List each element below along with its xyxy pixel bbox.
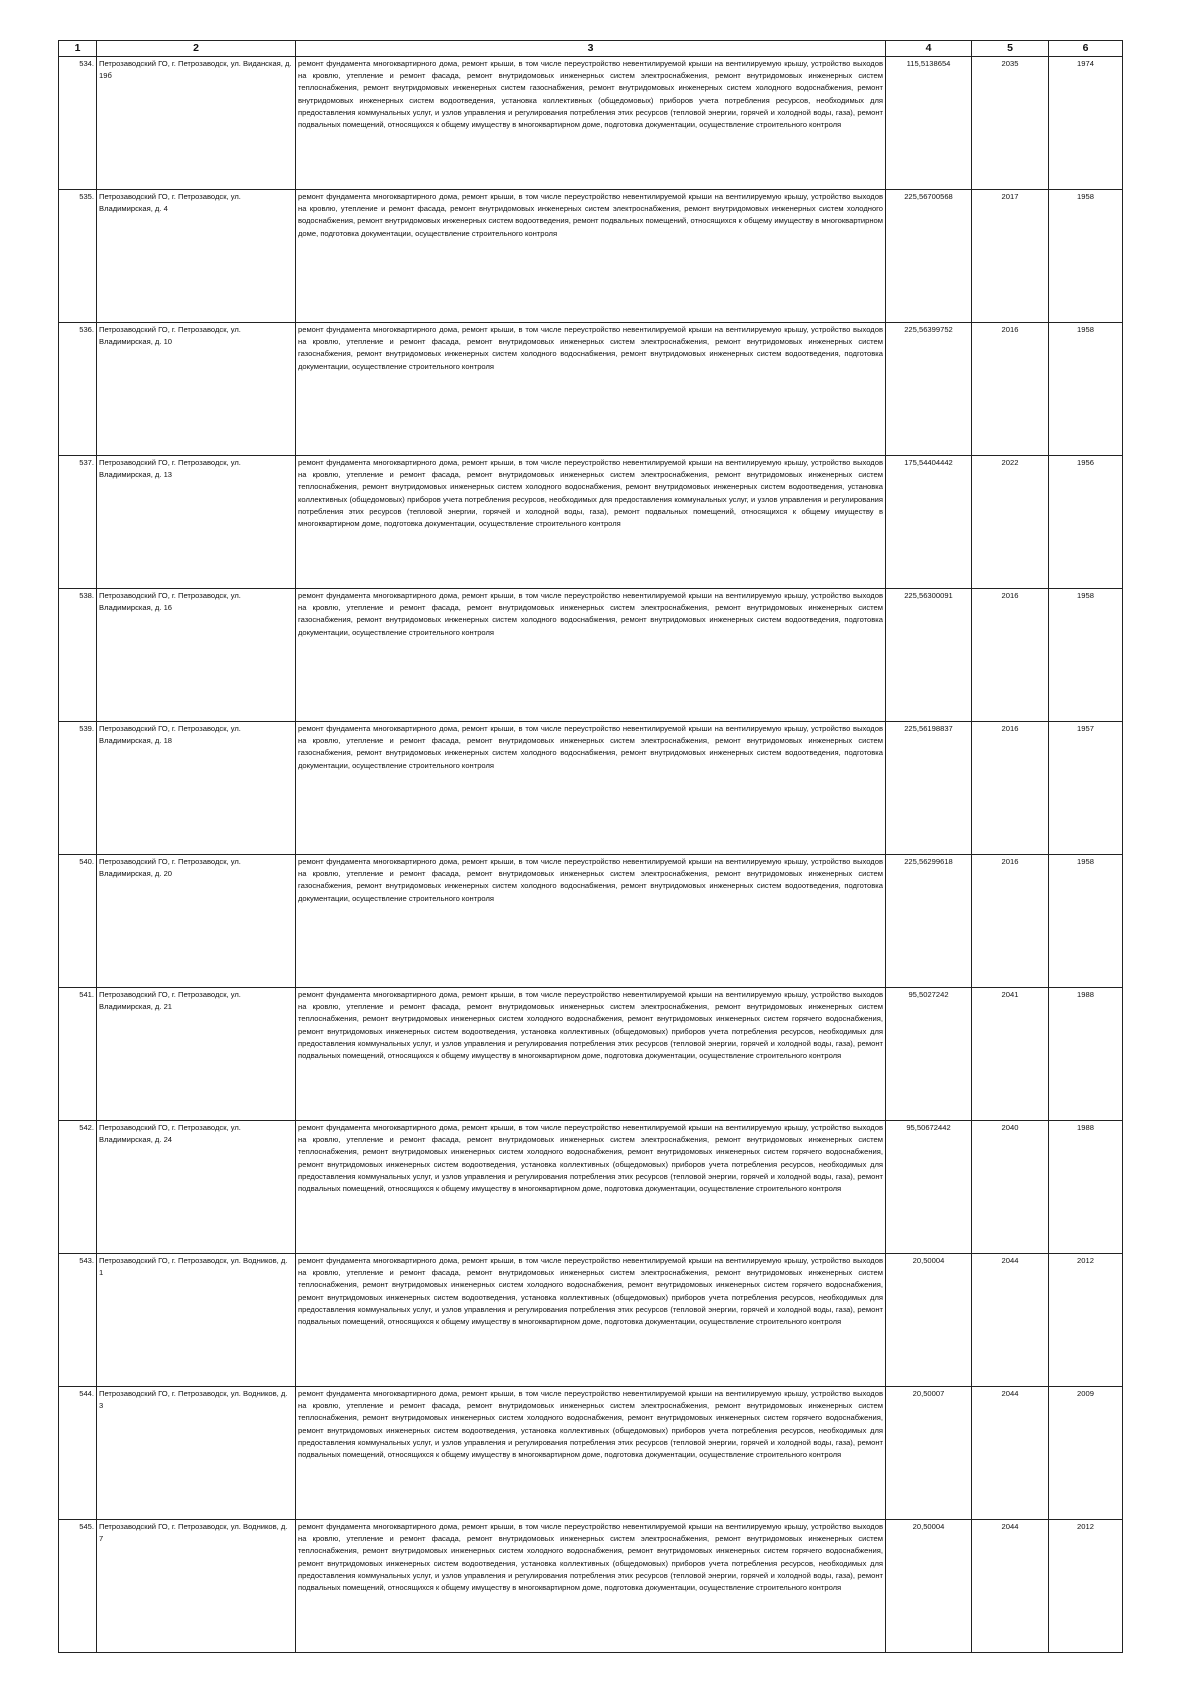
address-cell: Петрозаводский ГО, г. Петрозаводск, ул. Виданская, д. 19б <box>97 57 296 190</box>
row-number: 541. <box>59 988 97 1121</box>
planned-year-cell: 2040 <box>972 1121 1049 1254</box>
works-list-cell: ремонт фундамента многоквартирного дома, ремонт крыши, в том числе переустройство невентилируемой крыши на вентилируемую крышу, устройство выходов на кровлю, утепление и ремонт фасада, ремонт внутридомовых инженерных систем электроснабжения, ремонт внутридомовых инженерных систем газоснабжения, ремонт внутридомовых инженерных систем холодного водоснабжения, ремонт внутридомовых инженерных систем водоотведения, подготовка документации, осуществление строительного контроля <box>296 589 886 722</box>
table-row <box>59 190 1123 323</box>
header-row <box>59 41 1123 57</box>
table-row <box>59 323 1123 456</box>
build-year-cell: 1988 <box>1049 988 1123 1121</box>
column-header-4: 4 <box>886 41 972 57</box>
planned-year-cell: 2017 <box>972 190 1049 323</box>
value-cell: 95,50672442 <box>886 1121 972 1254</box>
build-year-cell: 1974 <box>1049 57 1123 190</box>
planned-year-cell: 2016 <box>972 323 1049 456</box>
planned-year-cell: 2016 <box>972 722 1049 855</box>
address-cell: Петрозаводский ГО, г. Петрозаводск, ул. Владимирская, д. 18 <box>97 722 296 855</box>
works-list-cell: ремонт фундамента многоквартирного дома, ремонт крыши, в том числе переустройство невентилируемой крыши на вентилируемую крышу, устройство выходов на кровлю, утепление и ремонт фасада, ремонт внутридомовых инженерных систем электроснабжения, ремонт внутридомовых инженерных систем теплоснабжения, ремонт внутридомовых инженерных систем газоснабжения, ремонт внутридомовых инженерных систем холодного водоснабжения, ремонт внутридомовых инженерных систем водоотведения, установка коллективных (общедомовых) приборов учета потребления ресурсов, необходимых для предоставления коммунальных услуг, и узлов управления и регулирования потребления этих ресурсов (тепловой энергии, горячей и холодной воды, газа), ремонт подвальных помещений, относящихся к общему имуществу в многоквартирном доме, подготовка документации, осуществление строительного контроля <box>296 57 886 190</box>
address-cell: Петрозаводский ГО, г. Петрозаводск, ул. Владимирская, д. 10 <box>97 323 296 456</box>
address-cell: Петрозаводский ГО, г. Петрозаводск, ул. Водников, д. 1 <box>97 1254 296 1387</box>
table-row <box>59 1121 1123 1254</box>
column-header-1: 1 <box>59 41 97 57</box>
planned-year-cell: 2044 <box>972 1254 1049 1387</box>
row-number: 536. <box>59 323 97 456</box>
build-year-cell: 2009 <box>1049 1387 1123 1520</box>
works-list-cell: ремонт фундамента многоквартирного дома, ремонт крыши, в том числе переустройство невентилируемой крыши на вентилируемую крышу, устройство выходов на кровлю, утепление и ремонт фасада, ремонт внутридомовых инженерных систем электроснабжения, ремонт внутридомовых инженерных систем теплоснабжения, ремонт внутридомовых инженерных систем холодного водоснабжения, ремонт внутридомовых инженерных систем горячего водоснабжения, ремонт внутридомовых инженерных систем водоотведения, установка коллективных (общедомовых) приборов учета потребления ресурсов, необходимых для предоставления коммунальных услуг, и узлов управления и регулирования потребления этих ресурсов (тепловой энергии, горячей и холодной воды, газа), ремонт подвальных помещений, относящихся к общему имуществу в многоквартирном доме, подготовка документации, осуществление строительного контроля <box>296 1254 886 1387</box>
value-cell: 20,50004 <box>886 1254 972 1387</box>
row-number: 534. <box>59 57 97 190</box>
planned-year-cell: 2016 <box>972 855 1049 988</box>
build-year-cell: 1957 <box>1049 722 1123 855</box>
capital-repair-table <box>58 40 1123 1653</box>
address-cell: Петрозаводский ГО, г. Петрозаводск, ул. Владимирская, д. 13 <box>97 456 296 589</box>
value-cell: 115,5138654 <box>886 57 972 190</box>
works-list-cell: ремонт фундамента многоквартирного дома, ремонт крыши, в том числе переустройство невентилируемой крыши на вентилируемую крышу, устройство выходов на кровлю, утепление и ремонт фасада, ремонт внутридомовых инженерных систем электроснабжения, ремонт внутридомовых инженерных систем теплоснабжения, ремонт внутридомовых инженерных систем холодного водоснабжения, ремонт внутридомовых инженерных систем горячего водоснабжения, ремонт внутридомовых инженерных систем водоотведения, установка коллективных (общедомовых) приборов учета потребления ресурсов, необходимых для предоставления коммунальных услуг, и узлов управления и регулирования потребления этих ресурсов (тепловой энергии, горячей и холодной воды, газа), ремонт подвальных помещений, относящихся к общему имуществу в многоквартирном доме, подготовка документации, осуществление строительного контроля <box>296 1121 886 1254</box>
address-cell: Петрозаводский ГО, г. Петрозаводск, ул. Владимирская, д. 16 <box>97 589 296 722</box>
value-cell: 225,56399752 <box>886 323 972 456</box>
value-cell: 225,56198837 <box>886 722 972 855</box>
value-cell: 20,50004 <box>886 1520 972 1653</box>
value-cell: 95,5027242 <box>886 988 972 1121</box>
planned-year-cell: 2022 <box>972 456 1049 589</box>
works-list-cell: ремонт фундамента многоквартирного дома, ремонт крыши, в том числе переустройство невентилируемой крыши на вентилируемую крышу, устройство выходов на кровлю, утепление и ремонт фасада, ремонт внутридомовых инженерных систем электроснабжения, ремонт внутридомовых инженерных систем газоснабжения, ремонт внутридомовых инженерных систем холодного водоснабжения, ремонт внутридомовых инженерных систем водоотведения, подготовка документации, осуществление строительного контроля <box>296 855 886 988</box>
row-number: 544. <box>59 1387 97 1520</box>
value-cell: 175,54404442 <box>886 456 972 589</box>
works-list-cell: ремонт фундамента многоквартирного дома, ремонт крыши, в том числе переустройство невентилируемой крыши на вентилируемую крышу, устройство выходов на кровлю, утепление и ремонт фасада, ремонт внутридомовых инженерных систем электроснабжения, ремонт внутридомовых инженерных систем газоснабжения, ремонт внутридомовых инженерных систем холодного водоснабжения, ремонт внутридомовых инженерных систем водоотведения, подготовка документации, осуществление строительного контроля <box>296 323 886 456</box>
works-list-cell: ремонт фундамента многоквартирного дома, ремонт крыши, в том числе переустройство невентилируемой крыши на вентилируемую крышу, устройство выходов на кровлю, утепление и ремонт фасада, ремонт внутридомовых инженерных систем электроснабжения, ремонт внутридомовых инженерных систем газоснабжения, ремонт внутридомовых инженерных систем холодного водоснабжения, ремонт внутридомовых инженерных систем водоотведения, подготовка документации, осуществление строительного контроля <box>296 722 886 855</box>
table-row <box>59 1520 1123 1653</box>
table-row <box>59 855 1123 988</box>
value-cell: 225,56299618 <box>886 855 972 988</box>
works-list-cell: ремонт фундамента многоквартирного дома, ремонт крыши, в том числе переустройство невентилируемой крыши на вентилируемую крышу, устройство выходов на кровлю, утепление и ремонт фасада, ремонт внутридомовых инженерных систем электроснабжения, ремонт внутридомовых инженерных систем теплоснабжения, ремонт внутридомовых инженерных систем холодного водоснабжения, ремонт внутридомовых инженерных систем водоотведения, установка коллективных (общедомовых) приборов учета потребления ресурсов, необходимых для предоставления коммунальных услуг, и узлов управления и регулирования потребления этих ресурсов (тепловой энергии, горячей и холодной воды, газа), ремонт подвальных помещений, относящихся к общему имуществу в многоквартирном доме, подготовка документации, осуществление строительного контроля <box>296 456 886 589</box>
build-year-cell: 1958 <box>1049 190 1123 323</box>
row-number: 542. <box>59 1121 97 1254</box>
row-number: 537. <box>59 456 97 589</box>
planned-year-cell: 2016 <box>972 589 1049 722</box>
planned-year-cell: 2044 <box>972 1387 1049 1520</box>
value-cell: 225,56700568 <box>886 190 972 323</box>
build-year-cell: 1956 <box>1049 456 1123 589</box>
planned-year-cell: 2035 <box>972 57 1049 190</box>
build-year-cell: 1958 <box>1049 855 1123 988</box>
table-row <box>59 589 1123 722</box>
row-number: 540. <box>59 855 97 988</box>
row-number: 539. <box>59 722 97 855</box>
address-cell: Петрозаводский ГО, г. Петрозаводск, ул. Водников, д. 7 <box>97 1520 296 1653</box>
address-cell: Петрозаводский ГО, г. Петрозаводск, ул. Владимирская, д. 21 <box>97 988 296 1121</box>
table-row <box>59 456 1123 589</box>
row-number: 535. <box>59 190 97 323</box>
table-row <box>59 1254 1123 1387</box>
build-year-cell: 1958 <box>1049 589 1123 722</box>
works-list-cell: ремонт фундамента многоквартирного дома, ремонт крыши, в том числе переустройство невентилируемой крыши на вентилируемую крышу, устройство выходов на кровлю, утепление и ремонт фасада, ремонт внутридомовых инженерных систем электроснабжения, ремонт внутридомовых инженерных систем теплоснабжения, ремонт внутридомовых инженерных систем холодного водоснабжения, ремонт внутридомовых инженерных систем горячего водоснабжения, ремонт внутридомовых инженерных систем водоотведения, установка коллективных (общедомовых) приборов учета потребления ресурсов, необходимых для предоставления коммунальных услуг, и узлов управления и регулирования потребления этих ресурсов (тепловой энергии, горячей и холодной воды, газа), ремонт подвальных помещений, относящихся к общему имуществу в многоквартирном доме, подготовка документации, осуществление строительного контроля <box>296 1520 886 1653</box>
value-cell: 20,50007 <box>886 1387 972 1520</box>
table-row <box>59 1387 1123 1520</box>
planned-year-cell: 2044 <box>972 1520 1049 1653</box>
build-year-cell: 2012 <box>1049 1254 1123 1387</box>
address-cell: Петрозаводский ГО, г. Петрозаводск, ул. Владимирская, д. 4 <box>97 190 296 323</box>
value-cell: 225,56300091 <box>886 589 972 722</box>
address-cell: Петрозаводский ГО, г. Петрозаводск, ул. Владимирская, д. 24 <box>97 1121 296 1254</box>
works-list-cell: ремонт фундамента многоквартирного дома, ремонт крыши, в том числе переустройство невентилируемой крыши на вентилируемую крышу, устройство выходов на кровлю, утепление и ремонт фасада, ремонт внутридомовых инженерных систем электроснабжения, ремонт внутридомовых инженерных систем теплоснабжения, ремонт внутридомовых инженерных систем холодного водоснабжения, ремонт внутридомовых инженерных систем горячего водоснабжения, ремонт внутридомовых инженерных систем водоотведения, установка коллективных (общедомовых) приборов учета потребления ресурсов, необходимых для предоставления коммунальных услуг, и узлов управления и регулирования потребления этих ресурсов (тепловой энергии, горячей и холодной воды, газа), ремонт подвальных помещений, относящихся к общему имуществу в многоквартирном доме, подготовка документации, осуществление строительного контроля <box>296 1387 886 1520</box>
document-page <box>58 40 1122 1653</box>
row-number: 538. <box>59 589 97 722</box>
row-number: 545. <box>59 1520 97 1653</box>
column-header-2: 2 <box>97 41 296 57</box>
works-list-cell: ремонт фундамента многоквартирного дома, ремонт крыши, в том числе переустройство невентилируемой крыши на вентилируемую крышу, устройство выходов на кровлю, утепление и ремонт фасада, ремонт внутридомовых инженерных систем электроснабжения, ремонт внутридомовых инженерных систем теплоснабжения, ремонт внутридомовых инженерных систем холодного водоснабжения, ремонт внутридомовых инженерных систем горячего водоснабжения, ремонт внутридомовых инженерных систем водоотведения, установка коллективных (общедомовых) приборов учета потребления ресурсов, необходимых для предоставления коммунальных услуг, и узлов управления и регулирования потребления этих ресурсов (тепловой энергии, горячей и холодной воды, газа), ремонт подвальных помещений, относящихся к общему имуществу в многоквартирном доме, подготовка документации, осуществление строительного контроля <box>296 988 886 1121</box>
planned-year-cell: 2041 <box>972 988 1049 1121</box>
address-cell: Петрозаводский ГО, г. Петрозаводск, ул. Водников, д. 3 <box>97 1387 296 1520</box>
table-row <box>59 722 1123 855</box>
row-number: 543. <box>59 1254 97 1387</box>
column-header-6: 6 <box>1049 41 1123 57</box>
build-year-cell: 1958 <box>1049 323 1123 456</box>
works-list-cell: ремонт фундамента многоквартирного дома, ремонт крыши, в том числе переустройство невентилируемой крыши на вентилируемую крышу, устройство выходов на кровлю, утепление и ремонт фасада, ремонт внутридомовых инженерных систем электроснабжения, ремонт внутридомовых инженерных систем холодного водоснабжения, ремонт внутридомовых инженерных систем водоотведения, ремонт подвальных помещений, относящихся к общему имуществу в многоквартирном доме, подготовка документации, осуществление строительного контроля <box>296 190 886 323</box>
table-row <box>59 988 1123 1121</box>
column-header-3: 3 <box>296 41 886 57</box>
table-row <box>59 57 1123 190</box>
build-year-cell: 2012 <box>1049 1520 1123 1653</box>
build-year-cell: 1988 <box>1049 1121 1123 1254</box>
address-cell: Петрозаводский ГО, г. Петрозаводск, ул. Владимирская, д. 20 <box>97 855 296 988</box>
column-header-5: 5 <box>972 41 1049 57</box>
